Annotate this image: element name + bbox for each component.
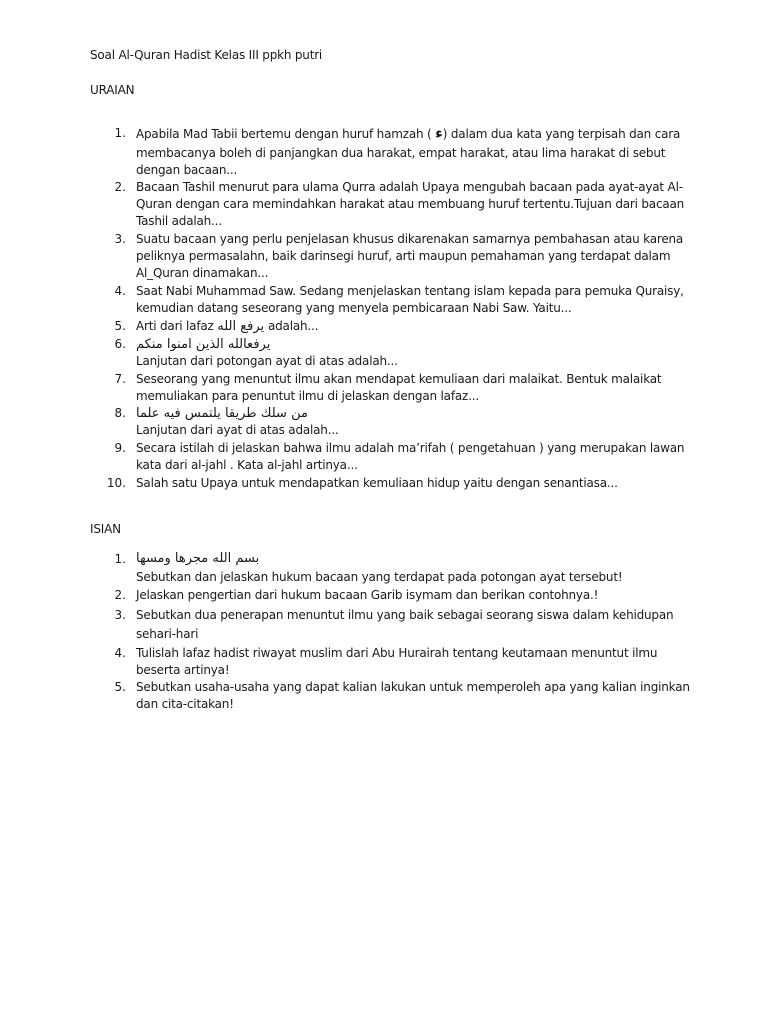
item-number: 9. bbox=[114, 441, 126, 455]
item-line: Tulislah lafaz hadist riwayat muslim dari Abu Hurairah tentang keutamaan menuntut ilmu bbox=[136, 646, 658, 660]
item-line: dan cita-citakan! bbox=[136, 697, 234, 711]
arabic-text: يرفعالله الذين امنوا منكم bbox=[136, 337, 271, 352]
item-line: Sebutkan dan jelaskan hukum bacaan yang terdapat pada potongan ayat tersebut! bbox=[136, 570, 623, 584]
item-number: 4. bbox=[114, 646, 126, 660]
item-text: adalah... bbox=[267, 319, 319, 333]
item-text: Apabila Mad Tabii bertemu dengan huruf hamzah ( bbox=[136, 127, 432, 141]
item-number: 4. bbox=[114, 284, 126, 298]
hamzah-glyph: ء bbox=[435, 124, 443, 142]
item-line: Al_Quran dinamakan... bbox=[136, 266, 269, 280]
item-number: 1. bbox=[114, 552, 126, 566]
item-number: 5. bbox=[114, 680, 126, 694]
item-line: Lanjutan dari potongan ayat di atas adalah... bbox=[136, 354, 398, 368]
item-number: 3. bbox=[114, 232, 126, 246]
item-line: Salah satu Upaya untuk mendapatkan kemuliaan hidup yaitu dengan senantiasa... bbox=[136, 476, 618, 490]
item-line bbox=[136, 318, 318, 335]
item-line: sehari-hari bbox=[136, 627, 199, 641]
item-line: Lanjutan dari ayat di atas adalah... bbox=[136, 423, 339, 437]
item-text: ) dalam dua kata yang terpisah dan cara bbox=[442, 127, 681, 141]
item-line: kata dari al-jahl . Kata al-jahl artinya... bbox=[136, 458, 358, 472]
item-line: kemudian datang seseorang yang menyela pembicaraan Nabi Saw. Yaitu... bbox=[136, 301, 572, 315]
item-number: 1. bbox=[114, 126, 126, 140]
item-line: Tashil adalah... bbox=[136, 214, 222, 228]
item-line: Sebutkan dua penerapan menuntut ilmu yang baik sebagai seorang siswa dalam kehidupan bbox=[136, 608, 674, 622]
item-line: Saat Nabi Muhammad Saw. Sedang menjelaskan tentang islam kepada para pemuka Quraisy, bbox=[136, 284, 684, 298]
item-line: beserta artinya! bbox=[136, 663, 230, 677]
item-number: 6. bbox=[114, 337, 126, 351]
item-line: Seseorang yang menuntut ilmu akan mendapat kemuliaan dari malaikat. Bentuk malaikat bbox=[136, 372, 662, 386]
arabic-text: بسم الله مجرها ومسها bbox=[136, 551, 260, 566]
document-title: Soal Al-Quran Hadist Kelas III ppkh putri bbox=[90, 48, 323, 62]
section-heading-uraian: URAIAN bbox=[90, 83, 135, 97]
section-heading-isian: ISIAN bbox=[90, 522, 121, 536]
item-number: 8. bbox=[114, 406, 126, 420]
item-line: Jelaskan pengertian dari hukum bacaan Garib isymam dan berikan contohnya.! bbox=[136, 588, 599, 602]
item-line bbox=[136, 125, 680, 143]
item-number: 3. bbox=[114, 608, 126, 622]
item-number: 10. bbox=[106, 476, 126, 490]
item-line: dengan bacaan... bbox=[136, 163, 238, 177]
item-line: Sebutkan usaha-usaha yang dapat kalian lakukan untuk memperoleh apa yang kalian inginkan bbox=[136, 680, 690, 694]
item-number: 7. bbox=[114, 372, 126, 386]
arabic-text: من سلك طريقا يلتمس فيه علما bbox=[136, 406, 308, 421]
item-text: Arti dari lafaz bbox=[136, 319, 214, 333]
arabic-text: يرفع الله bbox=[217, 319, 265, 334]
item-line: Quran dengan cara memindahkan harakat atau membuang huruf tertentu.Tujuan dari bacaan bbox=[136, 197, 685, 211]
item-number: 5. bbox=[114, 319, 126, 333]
item-number: 2. bbox=[114, 180, 126, 194]
item-number: 2. bbox=[114, 588, 126, 602]
item-line: memuliakan para penuntut ilmu di jelaskan dengan lafaz... bbox=[136, 389, 479, 403]
item-line: Bacaan Tashil menurut para ulama Qurra adalah Upaya mengubah bacaan pada ayat-ayat Al- bbox=[136, 180, 683, 194]
item-line: membacanya boleh di panjangkan dua harakat, empat harakat, atau lima harakat di sebut bbox=[136, 146, 666, 160]
item-line: peliknya permasalahn, baik darinsegi huruf, arti maupun pemahaman yang terdapat dalam bbox=[136, 249, 671, 263]
item-line: Secara istilah di jelaskan bahwa ilmu adalah ma’rifah ( pengetahuan ) yang merupakan lawan bbox=[136, 441, 685, 455]
item-line: Suatu bacaan yang perlu penjelasan khusus dikarenakan samarnya pembahasan atau karena bbox=[136, 232, 684, 246]
